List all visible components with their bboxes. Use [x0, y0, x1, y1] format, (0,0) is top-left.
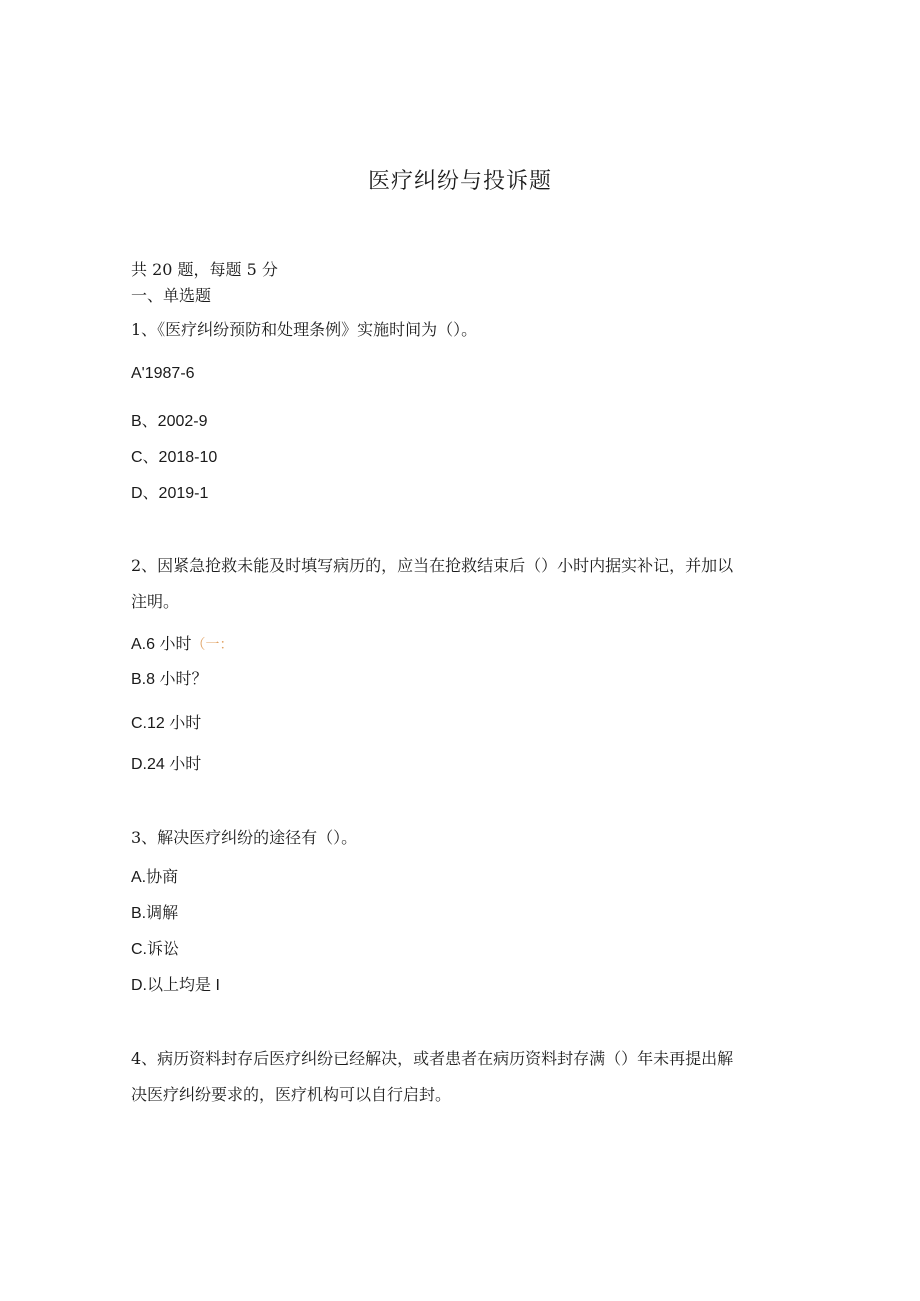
document-title: 医疗纠纷与投诉题 [367, 169, 552, 194]
question-2-option-a-row [131, 634, 233, 655]
question-1-option-b: B、2002-9 [131, 413, 208, 430]
question-2-option-b: B.8 小时？ [131, 671, 208, 688]
question-1-option-d: D、2019-1 [131, 485, 209, 502]
question-3-option-c: C.诉讼 [131, 941, 180, 958]
question-2-option-a-mark: （一： [191, 637, 234, 653]
question-3-option-a: A.协商 [131, 869, 179, 886]
question-2-option-a: A.6 小时 [131, 636, 192, 653]
question-3-option-b: B.调解 [131, 905, 179, 922]
question-2-option-c: C.12 小时 [131, 715, 202, 732]
question-2-option-d: D.24 小时 [131, 756, 202, 773]
question-3-stem: 3、解决医疗纠纷的途径有（）。 [131, 828, 358, 847]
question-2-stem-line-2: 注明。 [131, 592, 180, 611]
question-4-stem-line-1: 4、病历资料封存后医疗纠纷已经解决，或者患者在病历资料封存满（）年未再提出解 [131, 1049, 734, 1068]
section-heading: 一、单选题 [131, 286, 212, 305]
question-3-option-d: D.以上均是 I [131, 977, 220, 994]
question-4-stem-line-2: 决医疗纠纷要求的，医疗机构可以自行启封。 [131, 1085, 452, 1104]
question-1-option-c: C、2018-10 [131, 449, 218, 466]
question-1-stem: 1、《医疗纠纷预防和处理条例》实施时间为（）。 [131, 320, 478, 339]
exam-summary: 共 20 题，每题 5 分 [131, 260, 278, 279]
question-1-option-a: A'1987-6 [131, 365, 195, 382]
question-2-stem-line-1: 2、因紧急抢救未能及时填写病历的，应当在抢救结束后（）小时内据实补记，并加以 [131, 556, 734, 575]
